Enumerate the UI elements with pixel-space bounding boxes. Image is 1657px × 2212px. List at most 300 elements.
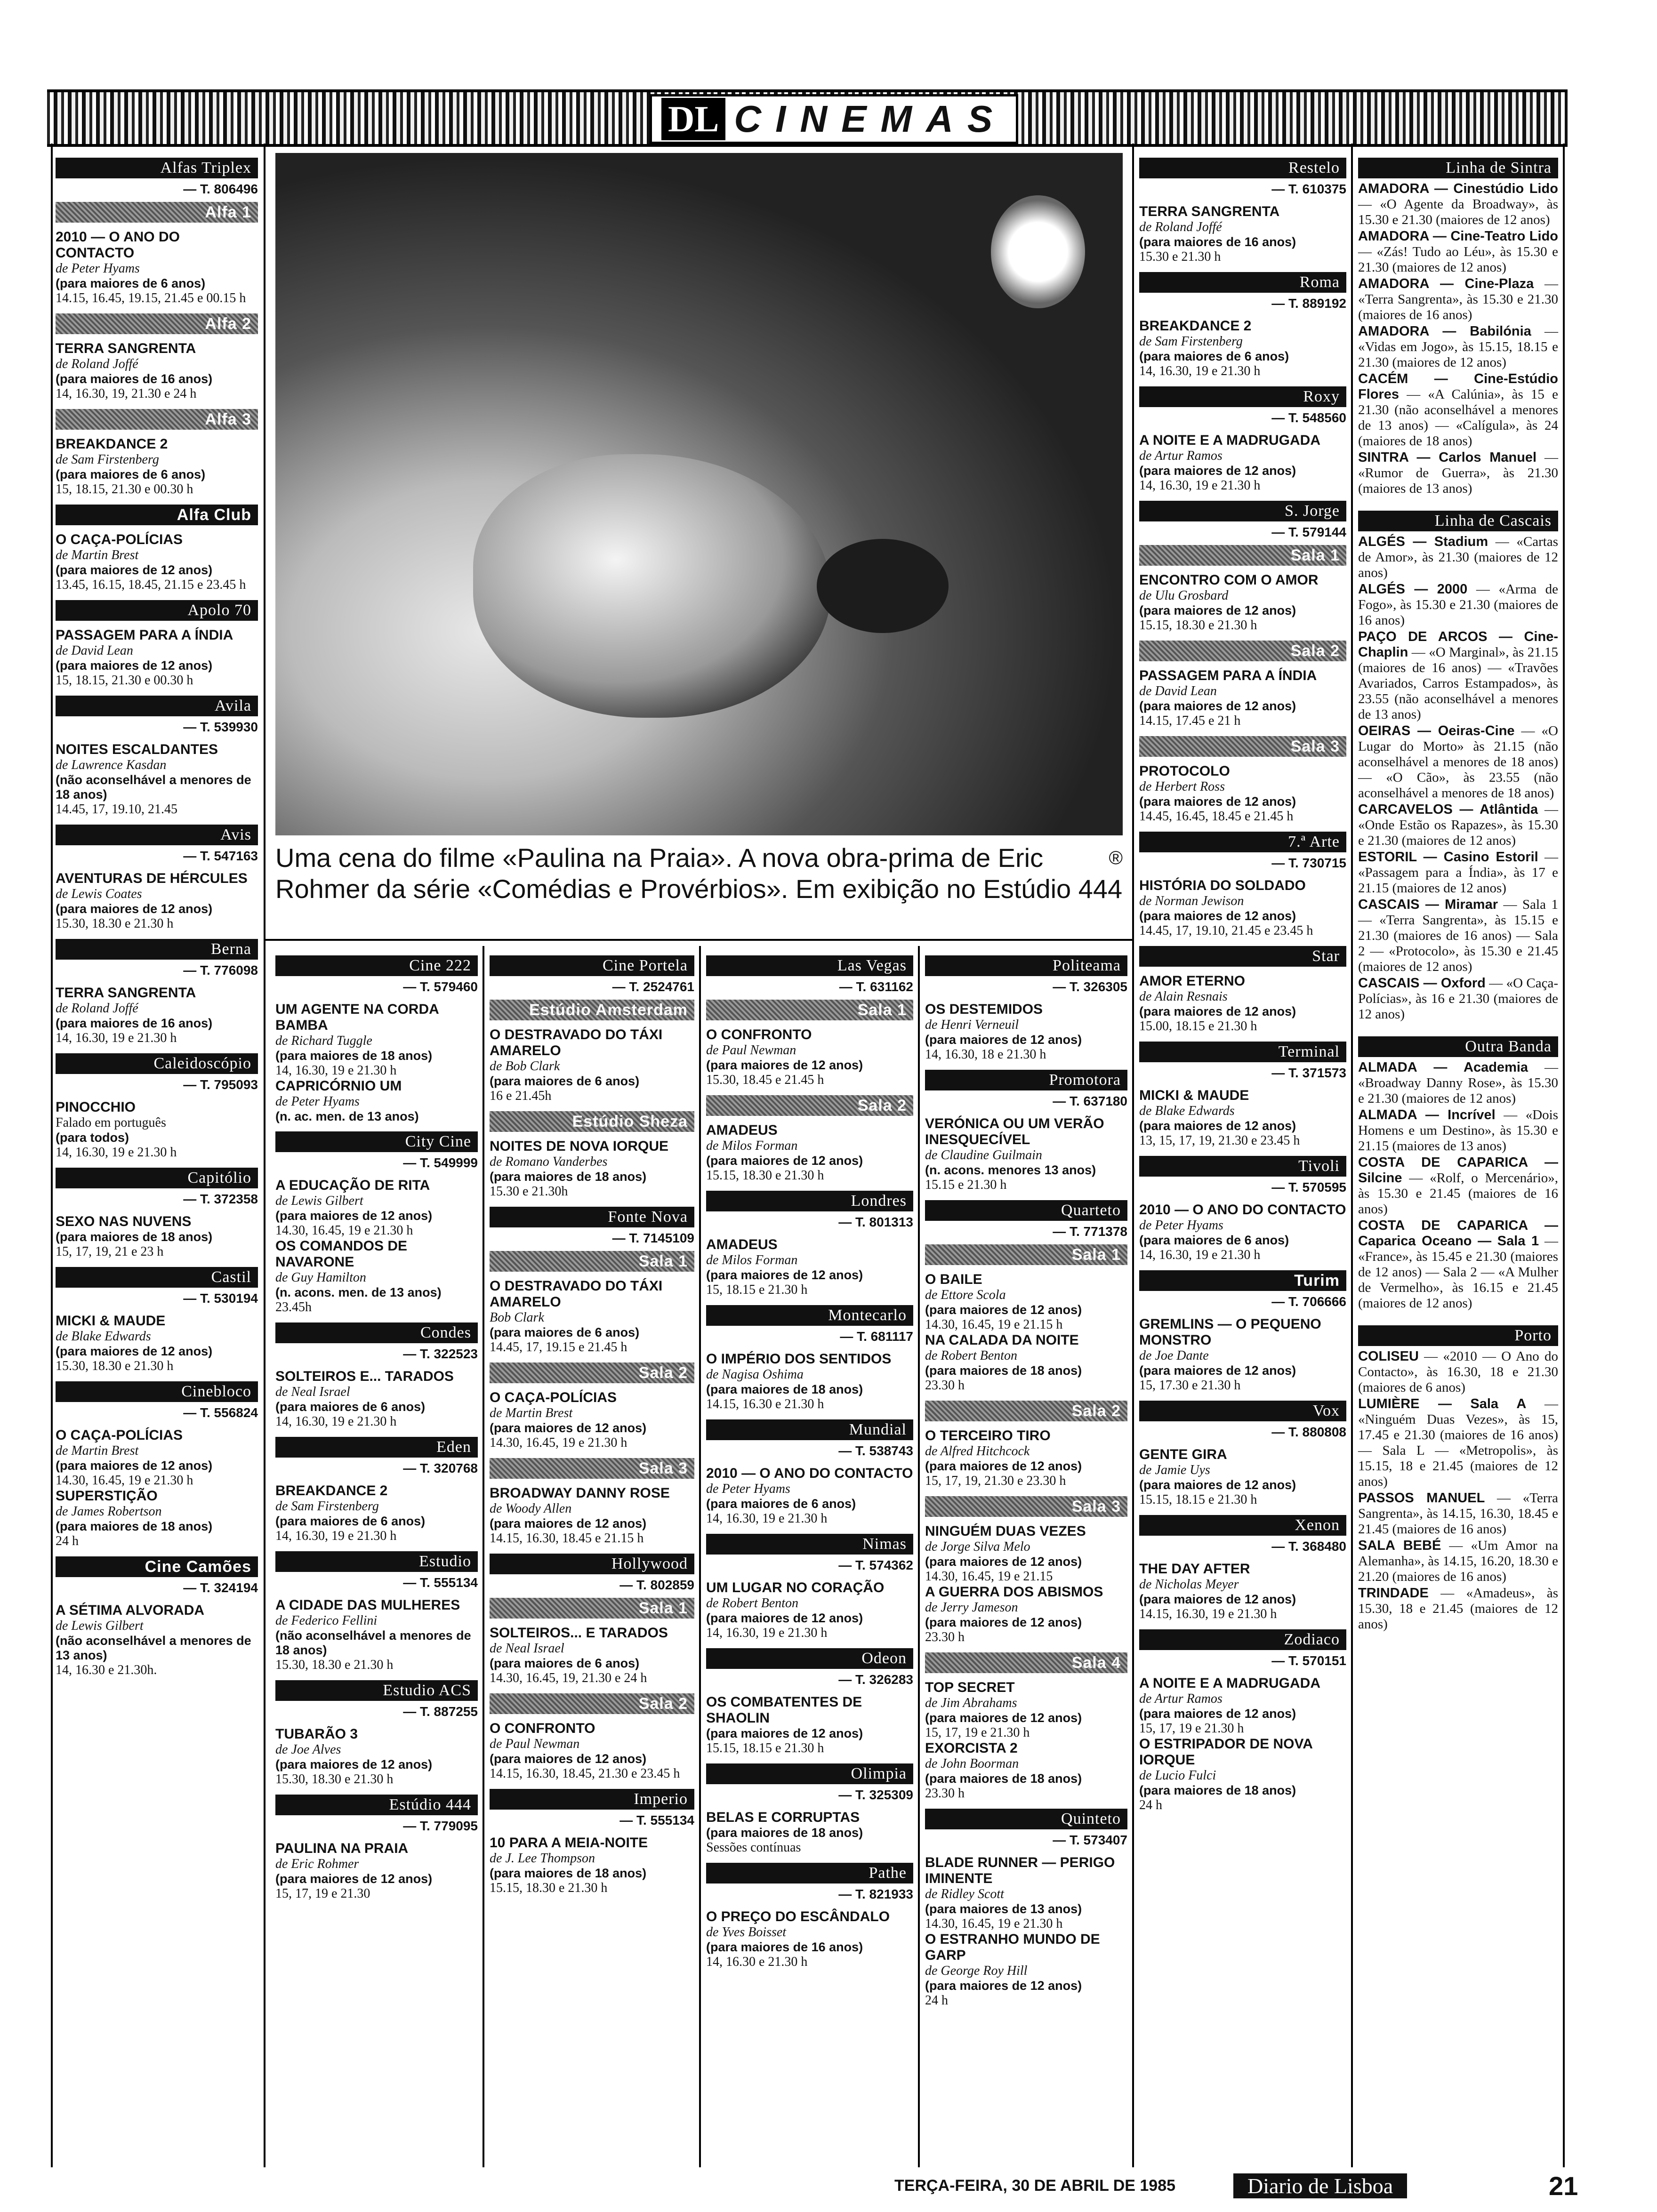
cinema-header: Apolo 70 [56, 600, 258, 621]
film-title: O BAILE [925, 1272, 982, 1287]
film-listing [56, 341, 258, 401]
cinema-phone: — T. 795093 [183, 1077, 258, 1092]
region-entry-place: ALMADA — Academia [1358, 1060, 1528, 1075]
region-entry-text: — «Terra Sangrenta», às 14.15, 16.30, 18.45 e 21.45 (maiores de 16 anos) [1358, 1491, 1558, 1537]
film-rating: (para maiores de 18 anos) [1139, 1783, 1296, 1797]
cinema-phone: — T. 579144 [1271, 525, 1346, 539]
column-6 [1139, 153, 1346, 1820]
film-title: AVENTURAS DE HÉRCULES [56, 871, 248, 886]
newspaper-name: Diario de Lisboa [1233, 2173, 1407, 2198]
region-header: Linha de Cascais [1358, 511, 1558, 531]
film-rating: (para maiores de 12 anos) [1139, 1119, 1296, 1133]
cinema-header: Eden [275, 1437, 478, 1458]
film-title: A NOITE E A MADRUGADA [1139, 433, 1320, 448]
room-header: Estúdio Sheza [490, 1111, 694, 1132]
film-director: de Ulu Grosbard [1139, 588, 1229, 603]
film-hours: 14.45, 16.45, 18.45 e 21.45 h [1139, 809, 1294, 824]
film-rating: (para maiores de 18 anos) [706, 1382, 863, 1396]
region-entry-place: PAÇO DE ARCOS — Cine-Chaplin [1358, 629, 1558, 660]
film-rating: (não aconselhável a menores de 18 anos) [275, 1628, 471, 1657]
film-hours: 15.30, 18.30 e 21.30 h [56, 916, 174, 931]
film-hours: 15, 17, 19 e 21.30 h [1139, 1721, 1244, 1736]
film-listing [1139, 1561, 1346, 1622]
film-director: de Romano Vanderbes [490, 1154, 608, 1169]
film-rating: (para maiores de 6 anos) [706, 1497, 856, 1511]
cinema-phone: — T. 821933 [838, 1887, 913, 1901]
film-title: NOITES DE NOVA IORQUE [490, 1138, 669, 1154]
film-hours: 14, 16.30, 19, 21.30 e 24 h [56, 386, 197, 401]
film-director: de Neal Israel [275, 1385, 350, 1399]
region-entry-place: LUMIÈRE — Sala A [1358, 1396, 1527, 1411]
film-hours: 14.45, 17, 19.10, 21.45 e 23.45 h [1139, 923, 1313, 938]
film-hours: 15.15, 18.15 e 21.30 h [1139, 1492, 1257, 1507]
cinema-header: Estudio ACS [275, 1680, 478, 1701]
film-director: de Alain Resnais [1139, 989, 1228, 1004]
film-director: de Alfred Hitchcock [925, 1444, 1030, 1459]
film-listing [925, 1272, 1127, 1393]
film-director: de Paul Newman [706, 1043, 796, 1058]
film-title: A EDUCAÇÃO DE RITA [275, 1178, 430, 1193]
section-title: CINEMAS [734, 98, 1007, 140]
film-title: O PREÇO DO ESCÂNDALO [706, 1909, 890, 1924]
region-entry-text: — «Dois Homens e um Destino», às 15.30 e 21.15 (maiores de 13 anos) [1358, 1107, 1558, 1154]
column-rule [264, 144, 265, 2167]
film-hours: 23.30 h [925, 1786, 965, 1801]
cinema-header: Nimas [706, 1534, 913, 1555]
region-list-porto [1358, 1349, 1558, 1632]
film-title: NOITES ESCALDANTES [56, 742, 218, 757]
cinema-header: S. Jorge [1139, 501, 1346, 521]
figure-shape [473, 454, 831, 718]
cinema-header: Cine 222 [275, 955, 478, 976]
cinema-phone: — T. 371573 [1271, 1066, 1346, 1080]
film-title: PROTOCOLO [1139, 763, 1230, 779]
film-rating: (para maiores de 6 anos) [275, 1514, 426, 1528]
film-title: TERRA SANGRENTA [56, 985, 196, 1001]
film-listing [1139, 572, 1346, 633]
cinema-phone: — T. 637180 [1053, 1094, 1127, 1108]
film-title: SUPERSTIÇÃO [56, 1488, 158, 1504]
region-entry-place: CASCAIS — Miramar [1358, 897, 1498, 912]
film-title: O CONFRONTO [706, 1027, 812, 1042]
cinema-header: Olimpia [706, 1763, 913, 1784]
film-title: SOLTEIROS E... TARADOS [275, 1369, 454, 1384]
cinema-header: Castil [56, 1267, 258, 1288]
film-rating: (n. acons. menores 13 anos) [925, 1163, 1096, 1177]
film-listing [1139, 1202, 1346, 1263]
film-title: CAPRICÓRNIO UM [275, 1078, 402, 1094]
cinema-header: Quinteto [925, 1809, 1127, 1829]
region-header: Linha de Sintra [1358, 158, 1558, 178]
film-rating: (n. ac. men. de 13 anos) [275, 1109, 419, 1123]
film-director: de Martin Brest [56, 548, 139, 562]
film-rating: (para maiores de 12 anos) [925, 1033, 1082, 1047]
film-listing [1139, 1088, 1346, 1148]
film-rating: (para maiores de 6 anos) [490, 1074, 640, 1088]
cinema-phone: — T. 368480 [1271, 1539, 1346, 1554]
film-director: de John Boorman [925, 1756, 1019, 1771]
room-header: Sala 3 [1139, 736, 1346, 757]
film-title: BREAKDANCE 2 [1139, 318, 1252, 334]
room-header: Sala 1 [925, 1244, 1127, 1265]
film-director: de David Lean [56, 643, 133, 658]
region-entry-place: AMADORA — Cine-Teatro Lido [1358, 229, 1558, 244]
column-rule [699, 946, 701, 2167]
film-hours: 24 h [925, 1993, 948, 2008]
film-rating: (para maiores de 6 anos) [490, 1325, 640, 1339]
film-hours: 15.30, 18.30 e 21.30 h [275, 1658, 394, 1672]
film-rating: (para maiores de 12 anos) [925, 1615, 1082, 1629]
room-header: Alfa 3 [56, 409, 258, 430]
cinema-phone: — T. 887255 [403, 1704, 478, 1719]
region-entry-text: — «Um Amor na Alemanha», às 14.15, 16.20, 18.30 e 21.20 (maiores de 16 anos) [1358, 1538, 1558, 1584]
film-director: de J. Lee Thompson [490, 1851, 595, 1866]
film-director: de David Lean [1139, 684, 1217, 698]
cinema-phone: — T. 539930 [183, 720, 258, 734]
film-hours: 15.30, 18.45 e 21.45 h [706, 1073, 824, 1087]
newspaper-logo: DL [661, 98, 725, 140]
cinema-header: Londres [706, 1191, 913, 1211]
film-hours: 15, 17, 19 e 21.30 [275, 1886, 370, 1901]
film-title: AMADEUS [706, 1237, 778, 1252]
film-director: de Nagisa Oshima [706, 1367, 804, 1382]
room-header: Sala 1 [490, 1251, 694, 1272]
film-director: de Roland Joffé [56, 1001, 138, 1016]
cinema-phone: — T. 880808 [1271, 1425, 1346, 1439]
film-rating: (para maiores de 18 anos) [56, 1230, 213, 1244]
cinema-header: Cine Camões [56, 1556, 258, 1577]
film-listing [490, 1390, 694, 1451]
film-director: de Peter Hyams [706, 1482, 790, 1496]
film-director: de Robert Benton [925, 1348, 1017, 1363]
cinema-phone: — T. 802859 [619, 1578, 694, 1592]
cinema-header: Terminal [1139, 1042, 1346, 1062]
film-title: O CONFRONTO [490, 1721, 595, 1736]
region-entry [1358, 276, 1558, 323]
film-title: 2010 — O ANO DO CONTACTO [56, 229, 180, 261]
region-entry [1358, 450, 1558, 497]
region-entry-place: AMADORA — Cine-Plaza [1358, 276, 1534, 291]
film-rating: (para maiores de 12 anos) [1139, 1004, 1296, 1018]
page-number: 21 [1549, 2171, 1578, 2201]
film-listing [706, 1027, 913, 1088]
film-hours: 14.15, 16.45, 19.15, 21.45 e 00.15 h [56, 291, 246, 305]
region-entry-text: — «2010 — O Ano do Contacto», às 16.30, 18 e 21.30 (maiores de 6 anos) [1358, 1349, 1558, 1395]
film-listing [56, 871, 258, 931]
cinema-header: Condes [275, 1322, 478, 1343]
film-director: de Lewis Gilbert [56, 1619, 144, 1633]
cinema-header: Promotora [925, 1070, 1127, 1090]
cinema-phone: — T. 322523 [403, 1346, 478, 1361]
film-hours: Sessões contínuas [706, 1840, 801, 1855]
film-hours: 15, 17, 19, 21 e 23 h [56, 1244, 164, 1259]
region-entry-place: CARCAVELOS — Atlântida [1358, 802, 1538, 817]
film-director: de Roland Joffé [56, 357, 138, 371]
cinema-phone: — T. 776098 [183, 963, 258, 978]
film-hours: 15, 17, 19, 21.30 e 23.30 h [925, 1474, 1066, 1488]
cinema-header: Avis [56, 825, 258, 845]
cinema-header: Roxy [1139, 386, 1346, 407]
film-title: A CIDADE DAS MULHERES [275, 1597, 460, 1613]
film-director: de Nicholas Meyer [1139, 1577, 1239, 1592]
column-rule [51, 144, 53, 2167]
cinema-header: Hollywood [490, 1554, 694, 1574]
region-entry-text: — «O Marginal», às 21.15 (maiores de 16 anos) — «Travões Avariados, Carros Estampados», às 23.55 (não aconselhável a menores de 13 anos) [1358, 645, 1558, 722]
film-title: GREMLINS — O PEQUENO MONSTRO [1139, 1316, 1321, 1348]
cinema-header: Mundial [706, 1419, 913, 1440]
film-rating: (para maiores de 6 anos) [56, 467, 206, 481]
issue-date: TERÇA-FEIRA, 30 DE ABRIL DE 1985 [894, 2177, 1176, 2195]
film-hours: 14.30, 16.45, 19 e 21.30 h [56, 1473, 193, 1488]
film-rating: (para maiores de 12 anos) [490, 1421, 647, 1435]
film-rating: (para maiores de 12 anos) [925, 1711, 1082, 1725]
film-listing [56, 1313, 258, 1374]
cinema-phone: — T. 326283 [838, 1672, 913, 1687]
cinema-phone: — T. 631162 [839, 979, 913, 994]
film-title: A NOITE E A MADRUGADA [1139, 1675, 1320, 1691]
film-listing [706, 1580, 913, 1641]
film-director: de Bob Clark [490, 1059, 560, 1074]
cinema-phone: — T. 2524761 [612, 979, 694, 994]
film-listing [275, 1483, 478, 1544]
film-hours: 14, 16.30, 19 e 21.30 h [275, 1063, 397, 1078]
region-entry-text: — «Rumor de Guerra», às 21.30 (maiores de 13 anos) [1358, 450, 1558, 496]
region-entry-place: AMADORA — Cinestúdio Lido [1358, 181, 1558, 196]
region-entry-place: CASCAIS — Oxford [1358, 976, 1486, 991]
region-entry-place: COLISEU [1358, 1349, 1419, 1364]
film-rating: (para maiores de 6 anos) [490, 1656, 640, 1670]
cinema-phone: — T. 372358 [183, 1192, 258, 1206]
region-entry-place: PASSOS MANUEL [1358, 1491, 1485, 1506]
film-hours: 14, 16.30, 19 e 21.30 h [56, 1145, 177, 1160]
column-5 [925, 951, 1127, 2016]
film-title: A SÉTIMA ALVORADA [56, 1603, 205, 1618]
film-hours: 14, 16.30, 19 e 21.30 h [275, 1529, 397, 1543]
film-still-photo [275, 153, 1123, 835]
film-director: de Sam Firstenberg [1139, 334, 1243, 349]
film-rating: (para maiores de 18 anos) [490, 1170, 647, 1184]
film-listing [275, 1597, 478, 1673]
room-header: Alfa 1 [56, 202, 258, 223]
section-title-box [650, 94, 1018, 144]
film-hours: 14, 16.30, 18 e 21.30 h [925, 1047, 1046, 1062]
film-listing [275, 1841, 478, 1901]
cinema-header: Estúdio 444 [275, 1795, 478, 1815]
film-hours: 15, 17, 19 e 21.30 h [925, 1725, 1030, 1740]
room-header: Sala 2 [490, 1693, 694, 1714]
film-title: O DESTRAVADO DO TÁXI AMARELO [490, 1278, 663, 1310]
film-director: de Peter Hyams [56, 261, 140, 276]
film-rating: (para maiores de 12 anos) [56, 563, 213, 577]
cinema-header: Tivoli [1139, 1156, 1346, 1177]
room-header: Sala 3 [925, 1496, 1127, 1517]
cinema-phone: — T. 889192 [1271, 296, 1346, 311]
photo-credit-mark: ® [1109, 848, 1123, 868]
film-hours: 15, 18.15, 21.30 e 00.30 h [56, 673, 193, 688]
caption-text: Uma cena do filme «Paulina na Praia». A nova obra-prima de Eric Rohmer da série «Comédias e Provérbios». Em exibição no Estúdio 444 [275, 843, 1123, 904]
cinema-phone: — T. 326305 [1053, 979, 1127, 994]
film-rating: (para maiores de 18 anos) [706, 1826, 863, 1840]
region-entry-text: — «Onde Estão os Rapazes», às 15.30 e 21.30 (maiores de 12 anos) [1358, 802, 1558, 848]
region-entry-place: ALGÉS — Stadium [1358, 534, 1488, 549]
cinema-header: Berna [56, 939, 258, 960]
cinema-header: Pathe [706, 1863, 913, 1883]
film-listing [706, 1810, 913, 1855]
film-hours: 15.15, 18.30 e 21.30 h [490, 1881, 608, 1895]
region-entry-place: COSTA DE CAPARICA — Silcine [1358, 1155, 1558, 1186]
film-listing [56, 436, 258, 497]
region-entry [1358, 1586, 1558, 1632]
film-rating: (para maiores de 12 anos) [56, 658, 213, 673]
room-header: Sala 1 [706, 1000, 913, 1020]
film-director: de Lucio Fulci [1139, 1768, 1216, 1783]
cinema-header: Capitólio [56, 1168, 258, 1188]
shadow-shape [817, 539, 949, 633]
film-director: de Lewis Gilbert [275, 1194, 363, 1208]
film-listing [56, 627, 258, 688]
film-director: de Milos Forman [706, 1138, 798, 1153]
film-rating: (para maiores de 16 anos) [56, 372, 213, 386]
room-header: Sala 4 [925, 1652, 1127, 1673]
room-header: Sala 1 [1139, 545, 1346, 566]
film-director: de Neal Israel [490, 1641, 564, 1656]
film-listing [925, 1855, 1127, 2008]
film-hours: 15.15, 18.15 e 21.30 h [706, 1741, 824, 1755]
cinema-phone: — T. 548560 [1271, 410, 1346, 425]
film-listing [1139, 433, 1346, 493]
film-listing [490, 1625, 694, 1686]
film-director: de Roland Joffé [1139, 220, 1222, 234]
region-entry [1358, 1349, 1558, 1395]
film-title: O CAÇA-POLÍCIAS [56, 532, 183, 547]
film-listing [490, 1138, 694, 1199]
region-entry [1358, 850, 1558, 896]
lamp-shape [991, 195, 1085, 308]
cinema-phone: — T. 801313 [838, 1215, 913, 1229]
film-rating: (para maiores de 12 anos) [275, 1872, 433, 1886]
film-rating: (para maiores de 12 anos) [706, 1268, 863, 1282]
film-director: de Robert Benton [706, 1596, 798, 1611]
film-rating: (para maiores de 12 anos) [706, 1726, 863, 1740]
cinema-header: Alfas Triplex [56, 158, 258, 178]
film-hours: 14.15, 16.30, 19 e 21.30 h [1139, 1607, 1277, 1621]
film-director: de Norman Jewison [1139, 894, 1244, 908]
cinema-phone: — T. 7145109 [612, 1231, 694, 1245]
region-entry [1358, 1538, 1558, 1585]
photo-caption [275, 842, 1123, 905]
column-2 [275, 951, 478, 1909]
film-listing [1139, 1316, 1346, 1393]
film-title: HISTÓRIA DO SOLDADO [1139, 878, 1306, 893]
film-rating: (não aconselhável a menores de 13 anos) [56, 1634, 251, 1662]
cinema-header: Imperio [490, 1789, 694, 1810]
film-listing [490, 1027, 694, 1104]
film-listing [490, 1278, 694, 1355]
room-header: Alfa 2 [56, 313, 258, 334]
film-title: PASSAGEM PARA A ÍNDIA [56, 627, 233, 643]
cinema-phone: — T. 706666 [1271, 1294, 1346, 1309]
cinema-header: 7.ª Arte [1139, 832, 1346, 852]
film-rating: (para maiores de 18 anos) [925, 1363, 1082, 1378]
film-listing [1139, 318, 1346, 379]
film-listing [56, 229, 258, 306]
column-3 [490, 951, 694, 1903]
film-listing [275, 1726, 478, 1787]
film-listing [56, 742, 258, 817]
film-rating: (para maiores de 12 anos) [56, 1459, 213, 1473]
film-rating: (para maiores de 12 anos) [56, 1344, 213, 1358]
film-rating: (para maiores de 6 anos) [1139, 1233, 1289, 1247]
film-title: THE DAY AFTER [1139, 1561, 1250, 1577]
film-rating: (para maiores de 18 anos) [925, 1771, 1082, 1786]
region-entry-text: — «O Caça-Polícias», às 16 e 21.30 (maiores de 12 anos) [1358, 976, 1558, 1022]
region-entry-text: — «Ninguém Duas Vezes», às 15, 17.45 e 21.30 (maiores de 16 anos) — Sala L — «Metropolis», às 15.15, 18 e 21.45 (maiores de 12 anos) [1358, 1396, 1558, 1489]
region-entry [1358, 582, 1558, 628]
film-director: de Eric Rohmer [275, 1857, 359, 1871]
film-director: de Artur Ramos [1139, 449, 1223, 463]
film-director: de Martin Brest [490, 1406, 573, 1420]
film-director: de Paul Newman [490, 1737, 580, 1751]
cinema-header: Caleidoscópio [56, 1053, 258, 1074]
film-director: de Joe Dante [1139, 1348, 1209, 1363]
film-title: EXORCISTA 2 [925, 1740, 1018, 1756]
film-hours: 14, 16.30, 19 e 21.30 h [1139, 364, 1261, 378]
film-hours: 15.15, 18.30 e 21.30 h [706, 1168, 824, 1183]
cinema-header: Turim [1139, 1270, 1346, 1291]
film-title: O IMPÉRIO DOS SENTIDOS [706, 1351, 892, 1367]
region-list-cascais [1358, 534, 1558, 1022]
film-listing [1139, 1675, 1346, 1813]
cinema-phone: — T. 324194 [183, 1580, 258, 1595]
cinema-phone: — T. 325309 [838, 1787, 913, 1802]
cinema-header: Avila [56, 696, 258, 716]
film-rating: (para maiores de 12 anos) [925, 1459, 1082, 1473]
film-director: de Artur Ramos [1139, 1691, 1223, 1706]
film-director: de Federico Fellini [275, 1613, 378, 1628]
film-listing [275, 1002, 478, 1124]
region-entry-text: — «Broadway Danny Rose», às 15.30 e 21.30 (maiores de 12 anos) [1358, 1060, 1559, 1106]
region-entry-place: ALGÉS — 2000 [1358, 582, 1468, 597]
film-rating: (para maiores de 18 anos) [490, 1866, 647, 1880]
film-listing [706, 1237, 913, 1298]
region-entry-text: — «A Calúnia», às 15 e 21.30 (não aconselhável a menores de 13 anos) — «Calígula», às 24 (maiores de 18 anos) [1358, 387, 1558, 449]
cinema-phone: — T. 530194 [183, 1291, 258, 1306]
film-listing [275, 1178, 478, 1315]
section-header [47, 89, 1568, 147]
room-header: Sala 2 [490, 1362, 694, 1383]
film-title: GENTE GIRA [1139, 1447, 1227, 1462]
film-title: TERRA SANGRENTA [56, 341, 196, 356]
film-hours: 14.15, 16.30, 18.45 e 21.15 h [490, 1531, 644, 1546]
film-director: de Peter Hyams [1139, 1218, 1223, 1233]
film-title: MICKI & MAUDE [1139, 1088, 1249, 1103]
film-listing [56, 532, 258, 593]
region-entry [1358, 371, 1558, 449]
column-rule [918, 946, 920, 2167]
film-listing [56, 1099, 258, 1160]
cinema-phone: — T. 573407 [1053, 1833, 1127, 1847]
room-header: Sala 2 [706, 1095, 913, 1116]
film-director: de Henri Verneuil [925, 1018, 1019, 1032]
film-title: 10 PARA A MEIA-NOITE [490, 1835, 648, 1851]
film-title: O TERCEIRO TIRO [925, 1428, 1051, 1443]
region-entry [1358, 629, 1558, 722]
film-title: SOLTEIROS... E TARADOS [490, 1625, 668, 1641]
film-note: Falado em português [56, 1115, 166, 1130]
film-rating: (para maiores de 12 anos) [1139, 1363, 1296, 1378]
region-entry [1358, 534, 1558, 581]
cinema-phone: — T. 610375 [1271, 182, 1346, 196]
